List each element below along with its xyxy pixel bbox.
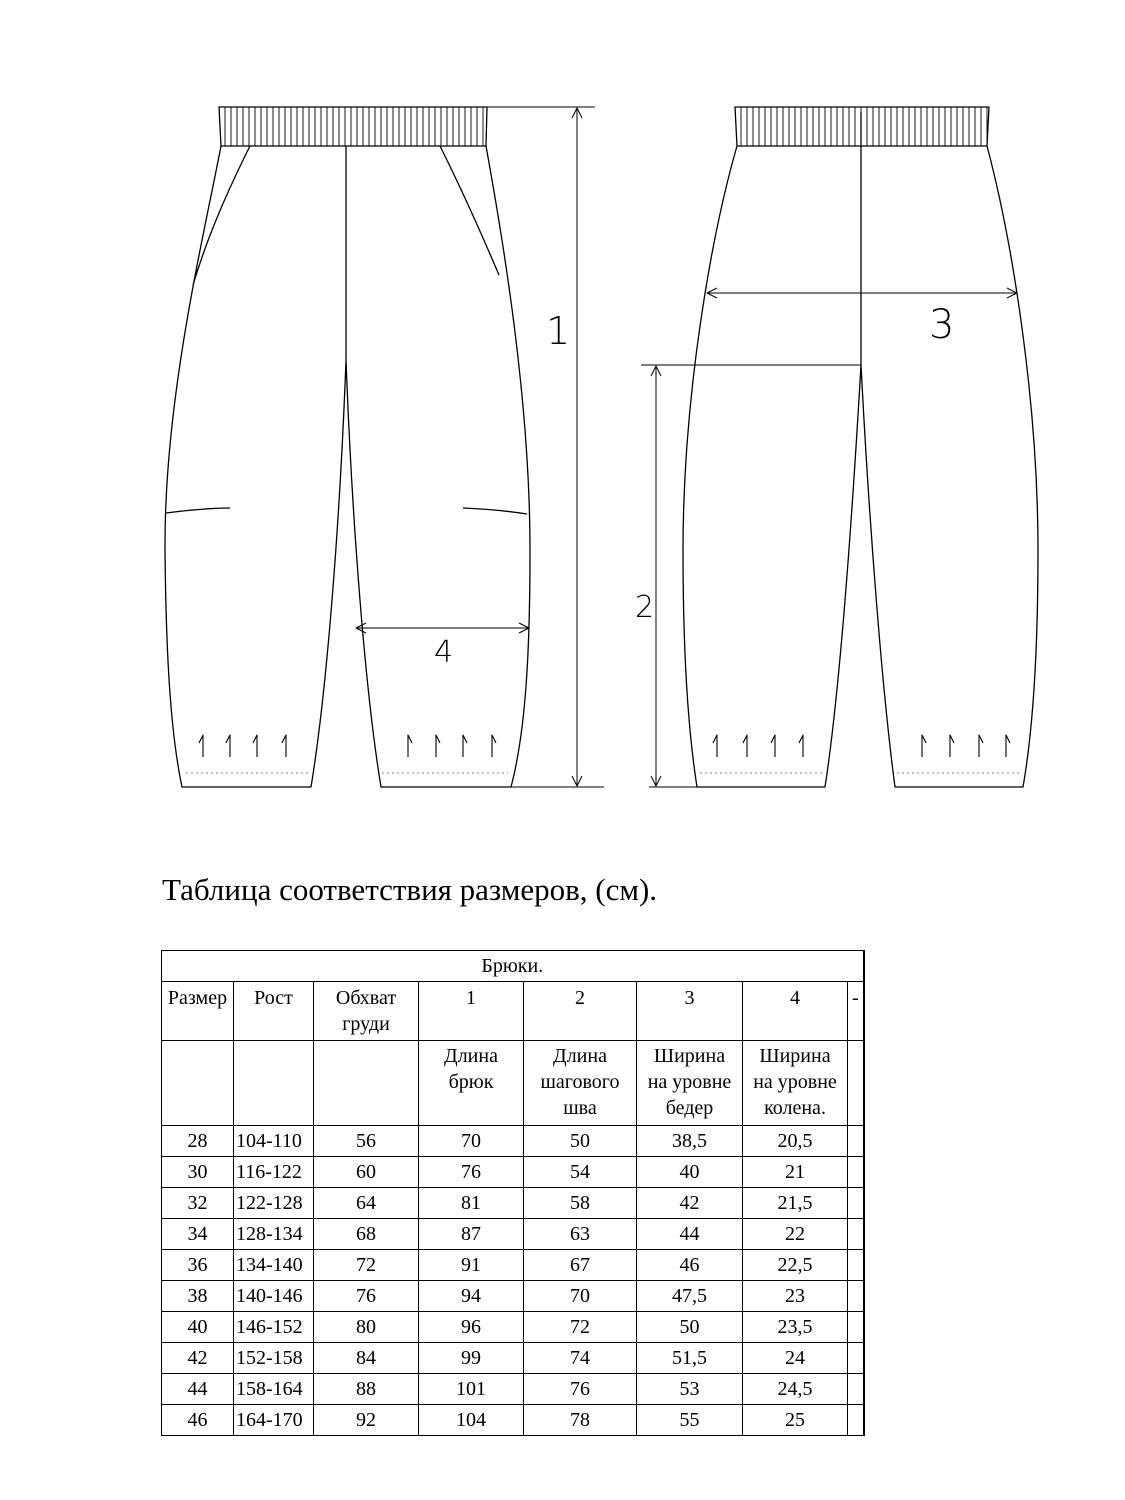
front-hem-tucks — [199, 735, 496, 757]
table-cell: 158-164 — [234, 1374, 314, 1405]
description-cell — [234, 1041, 314, 1126]
back-hem-tucks — [713, 735, 1010, 757]
table-cell: 55 — [637, 1405, 743, 1436]
description-cell: Ширина на уровне колена. — [743, 1041, 848, 1126]
table-cell: 42 — [637, 1188, 743, 1219]
size-table — [161, 950, 865, 1436]
table-cell-empty — [848, 1312, 864, 1343]
table-row — [162, 1157, 864, 1188]
table-cell: 68 — [314, 1219, 419, 1250]
back-view — [641, 107, 1038, 787]
table-cell: 64 — [314, 1188, 419, 1219]
table-cell: 164-170 — [234, 1405, 314, 1436]
table-cell: 70 — [419, 1126, 524, 1157]
measure-4-label: 4 — [434, 635, 454, 670]
table-cell: 88 — [314, 1374, 419, 1405]
header-cell: Размер — [162, 982, 234, 1041]
table-cell: 25 — [743, 1405, 848, 1436]
table-caption: Брюки. — [162, 951, 864, 982]
measure-2-label: 2 — [635, 590, 655, 625]
table-cell: 146-152 — [234, 1312, 314, 1343]
measure-1-label: 1 — [546, 309, 571, 353]
table-cell: 91 — [419, 1250, 524, 1281]
header-cell: Обхват груди — [314, 982, 419, 1041]
table-cell: 38 — [162, 1281, 234, 1312]
description-cell — [848, 1041, 864, 1126]
table-row — [162, 1405, 864, 1436]
table-cell: 140-146 — [234, 1281, 314, 1312]
table-cell: 63 — [524, 1219, 637, 1250]
table-row — [162, 1219, 864, 1250]
header-cell: 3 — [637, 982, 743, 1041]
table-cell: 116-122 — [234, 1157, 314, 1188]
table-header-row — [162, 982, 864, 1041]
table-cell: 56 — [314, 1126, 419, 1157]
table-row — [162, 1188, 864, 1219]
table-cell-empty — [848, 1343, 864, 1374]
table-cell: 40 — [637, 1157, 743, 1188]
table-cell: 44 — [637, 1219, 743, 1250]
table-cell: 20,5 — [743, 1126, 848, 1157]
table-cell: 74 — [524, 1343, 637, 1374]
table-cell: 50 — [637, 1312, 743, 1343]
table-cell: 44 — [162, 1374, 234, 1405]
table-cell-empty — [848, 1281, 864, 1312]
front-view — [165, 107, 604, 787]
table-cell: 23 — [743, 1281, 848, 1312]
table-cell: 34 — [162, 1219, 234, 1250]
table-cell-empty — [848, 1219, 864, 1250]
header-cell: 4 — [743, 982, 848, 1041]
front-outline — [165, 146, 530, 787]
table-cell: 92 — [314, 1405, 419, 1436]
table-cell: 46 — [162, 1405, 234, 1436]
table-cell: 32 — [162, 1188, 234, 1219]
description-cell — [162, 1041, 234, 1126]
page-title: Таблица соответствия размеров, (см). — [162, 872, 658, 907]
table-cell: 76 — [524, 1374, 637, 1405]
description-cell — [314, 1041, 419, 1126]
table-cell-empty — [848, 1405, 864, 1436]
table-cell: 46 — [637, 1250, 743, 1281]
header-cell: Рост — [234, 982, 314, 1041]
table-cell: 72 — [524, 1312, 637, 1343]
table-cell: 152-158 — [234, 1343, 314, 1374]
table-cell: 81 — [419, 1188, 524, 1219]
table-cell: 78 — [524, 1405, 637, 1436]
table-row — [162, 1281, 864, 1312]
table-cell: 53 — [637, 1374, 743, 1405]
table-cell: 72 — [314, 1250, 419, 1281]
table-cell: 104-110 — [234, 1126, 314, 1157]
table-row — [162, 1126, 864, 1157]
table-cell-empty — [848, 1126, 864, 1157]
table-cell: 80 — [314, 1312, 419, 1343]
table-cell: 23,5 — [743, 1312, 848, 1343]
table-cell: 96 — [419, 1312, 524, 1343]
front-left-pocket — [193, 146, 250, 285]
description-cell: Длина брюк — [419, 1041, 524, 1126]
front-left-knee-dart — [166, 508, 230, 513]
table-cell: 67 — [524, 1250, 637, 1281]
back-waistband — [735, 107, 989, 146]
table-cell: 76 — [419, 1157, 524, 1188]
table-cell: 99 — [419, 1343, 524, 1374]
table-cell: 21 — [743, 1157, 848, 1188]
table-cell-empty — [848, 1250, 864, 1281]
front-right-pocket — [440, 146, 499, 275]
table-cell: 134-140 — [234, 1250, 314, 1281]
table-cell: 50 — [524, 1126, 637, 1157]
table-row — [162, 1374, 864, 1405]
table-description-row — [162, 1041, 864, 1126]
table-cell: 94 — [419, 1281, 524, 1312]
table-cell-empty — [848, 1188, 864, 1219]
table-cell: 87 — [419, 1219, 524, 1250]
measure-3-label: 3 — [929, 302, 955, 348]
table-cell: 42 — [162, 1343, 234, 1374]
table-cell: 21,5 — [743, 1188, 848, 1219]
description-cell: Ширина на уровне бедер — [637, 1041, 743, 1126]
table-cell: 36 — [162, 1250, 234, 1281]
table-cell: 122-128 — [234, 1188, 314, 1219]
table-row — [162, 1312, 864, 1343]
table-cell: 101 — [419, 1374, 524, 1405]
table-cell: 28 — [162, 1126, 234, 1157]
table-cell: 24,5 — [743, 1374, 848, 1405]
table-cell: 58 — [524, 1188, 637, 1219]
table-cell: 104 — [419, 1405, 524, 1436]
header-cell: - — [848, 982, 864, 1041]
table-cell: 84 — [314, 1343, 419, 1374]
table-cell: 128-134 — [234, 1219, 314, 1250]
table-cell: 60 — [314, 1157, 419, 1188]
table-cell: 70 — [524, 1281, 637, 1312]
table-cell: 38,5 — [637, 1126, 743, 1157]
table-cell: 51,5 — [637, 1343, 743, 1374]
header-cell: 2 — [524, 982, 637, 1041]
header-cell: 1 — [419, 982, 524, 1041]
table-row — [162, 1343, 864, 1374]
description-cell: Длина шагового шва — [524, 1041, 637, 1126]
table-cell: 22 — [743, 1219, 848, 1250]
table-cell: 76 — [314, 1281, 419, 1312]
table-cell-empty — [848, 1157, 864, 1188]
table-cell: 24 — [743, 1343, 848, 1374]
front-right-knee-dart — [463, 508, 527, 514]
table-cell: 54 — [524, 1157, 637, 1188]
table-cell-empty — [848, 1374, 864, 1405]
table-cell: 47,5 — [637, 1281, 743, 1312]
table-cell: 40 — [162, 1312, 234, 1343]
front-waistband — [219, 107, 487, 146]
table-cell: 22,5 — [743, 1250, 848, 1281]
table-cell: 30 — [162, 1157, 234, 1188]
table-row — [162, 1250, 864, 1281]
